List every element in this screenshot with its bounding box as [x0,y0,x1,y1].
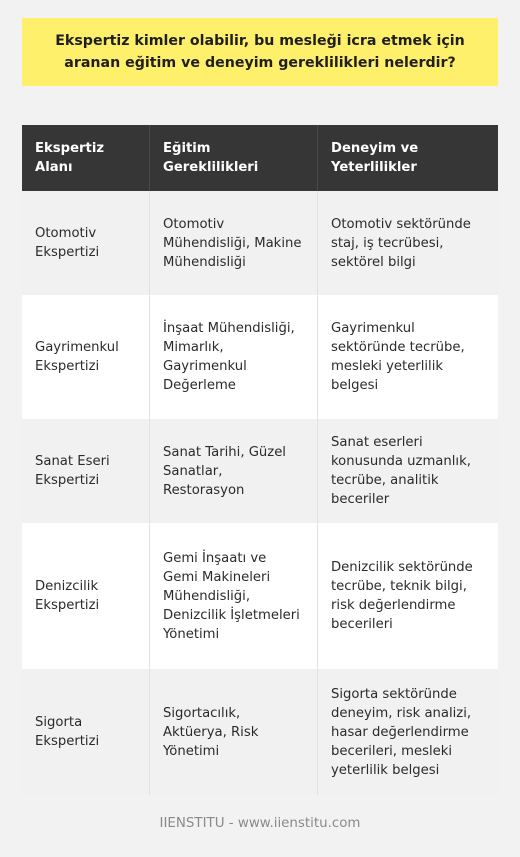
header-cell-education: Eğitim Gereklilikleri [149,125,317,191]
title-banner [22,18,498,86]
header-cell-expertise-area: Ekspertiz Alanı [22,125,149,191]
table-cell: İnşaat Mühendisliği, Mimarlık, Gayrimenkul Değerleme [149,295,317,419]
table-cell: Sigortacılık, Aktüerya, Risk Yönetimi [149,669,317,795]
table-cell: Sanat eserleri konusunda uzmanlık, tecrübe, analitik beceriler [317,419,498,523]
table-cell: Sanat Eseri Ekspertizi [22,419,149,523]
table-cell: Gayrimenkul Ekspertizi [22,295,149,419]
table-cell: Gemi İnşaatı ve Gemi Makineleri Mühendisliği, Denizcilik İşletmeleri Yönetimi [149,523,317,669]
table-cell: Otomotiv Ekspertizi [22,191,149,295]
header-cell-experience: Deneyim ve Yeterlilikler [317,125,498,191]
table-cell: Denizcilik sektöründe tecrübe, teknik bilgi, risk değerlendirme becerileri [317,523,498,669]
table-cell: Gayrimenkul sektöründe tecrübe, mesleki yeterlilik belgesi [317,295,498,419]
page-title: Ekspertiz kimler olabilir, bu mesleği icra etmek için aranan eğitim ve deneyim gereklilikleri nelerdir? [55,33,465,71]
table-cell: Otomotiv sektöründe staj, iş tecrübesi, sektörel bilgi [317,191,498,295]
table-cell: Sigorta Ekspertizi [22,669,149,795]
expertise-table [22,125,498,795]
table-cell: Otomotiv Mühendisliği, Makine Mühendisliği [149,191,317,295]
table-cell: Denizcilik Ekspertizi [22,523,149,669]
table-cell: Sanat Tarihi, Güzel Sanatlar, Restorasyon [149,419,317,523]
footer-credit: IIENSTITU - www.iienstitu.com [159,816,361,831]
table-cell: Sigorta sektöründe deneyim, risk analizi, hasar değerlendirme becerileri, mesleki yeterlilik belgesi [317,669,498,795]
